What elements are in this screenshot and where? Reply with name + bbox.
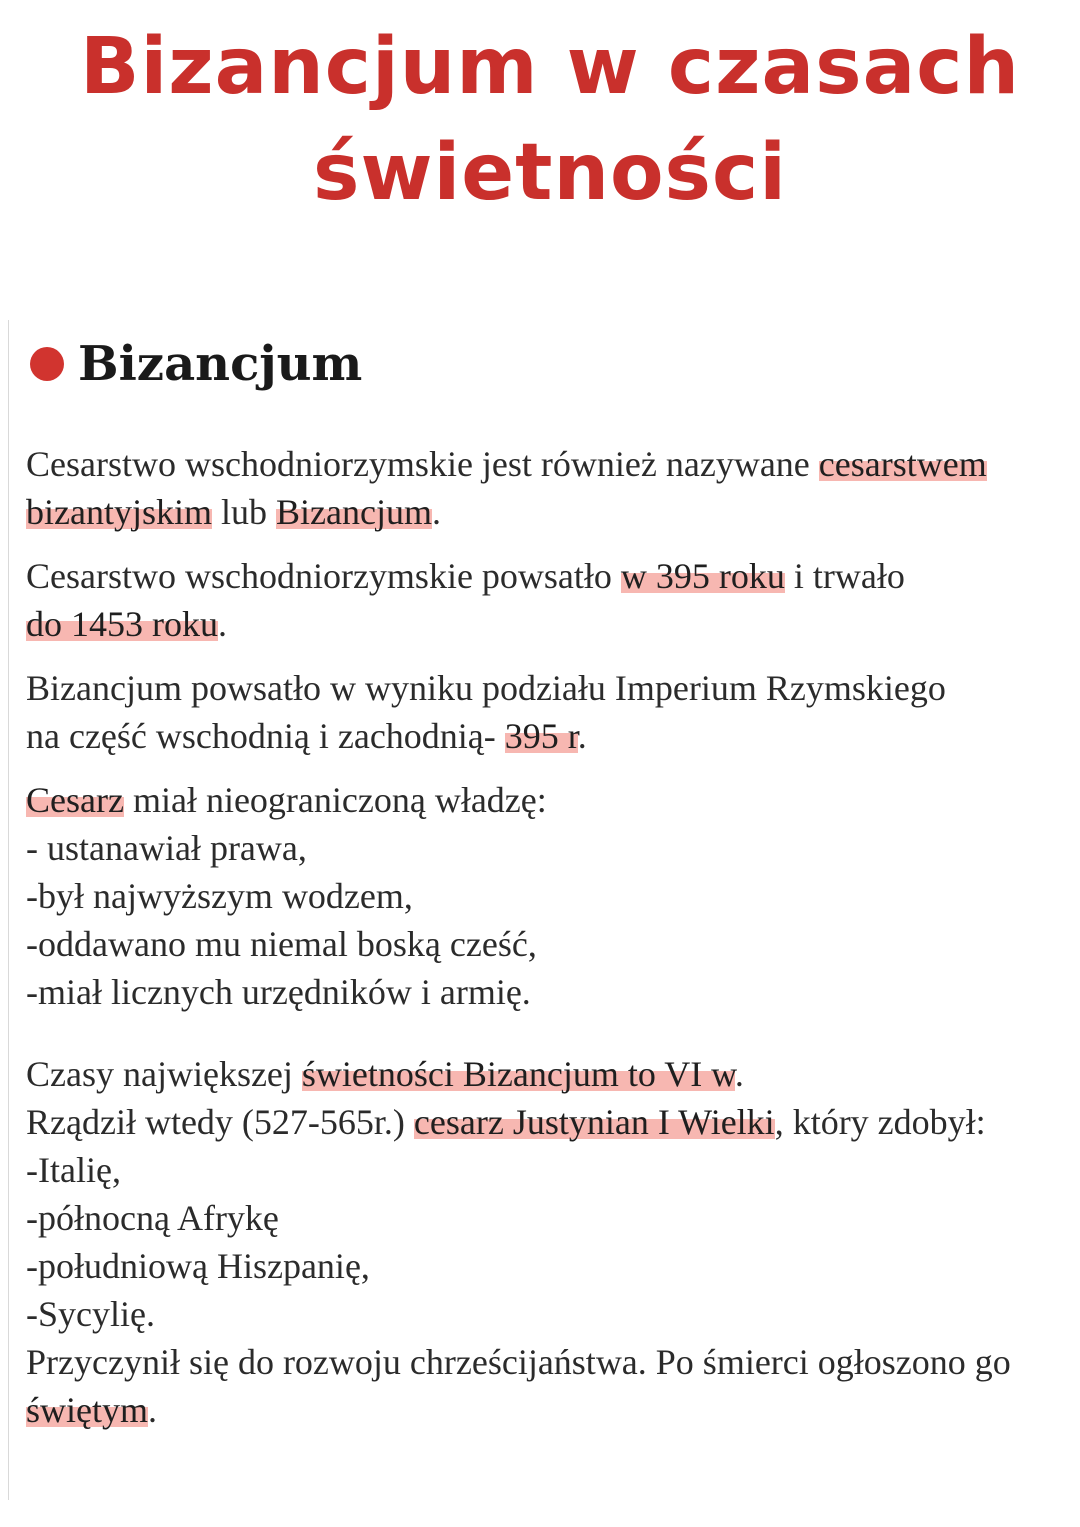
text-span: lub [211, 492, 276, 532]
text-span: , który zdobył: [774, 1102, 986, 1142]
title-line-1: Bizancjum w czasach [80, 22, 1020, 112]
list-item: -Italię, [26, 1150, 121, 1190]
paragraph-emperor-power [26, 776, 1056, 1016]
list-item: -południową Hiszpanię, [26, 1246, 370, 1286]
text-line [26, 488, 1056, 536]
page-title [0, 14, 1080, 226]
text-line [26, 1386, 1056, 1434]
section-heading [30, 336, 362, 392]
paragraph-justinian [26, 1050, 1056, 1434]
page-edge-divider [8, 320, 9, 1500]
text-span: Czasy największej [26, 1054, 302, 1094]
list-item: -miał licznych urzędników i armię. [26, 972, 531, 1012]
text-span: . [148, 1390, 157, 1430]
paragraph-names [26, 440, 1056, 536]
bullet-dot-icon [30, 347, 64, 381]
list-item: -Sycylię. [26, 1294, 155, 1334]
section-heading-text: Bizancjum [78, 336, 363, 392]
text-line: Przyczynił się do rozwoju chrześcijaństwa. Po śmierci ogłoszono go [26, 1342, 1011, 1382]
text-line: Bizancjum powsatło w wyniku podziału Imperium Rzymskiego [26, 668, 946, 708]
text-span: i trwało [784, 556, 905, 596]
list-item: - ustanawiał prawa, [26, 828, 307, 868]
highlight: Bizancjum [276, 492, 432, 532]
highlight: świetności Bizancjum to VI w [301, 1054, 735, 1094]
title-line-2: świetności [313, 128, 787, 218]
text-line [26, 712, 1056, 760]
text-line [26, 1098, 1056, 1146]
text-span: . [218, 604, 227, 644]
paragraph-dates [26, 552, 1056, 648]
highlight: cesarstwem [818, 444, 987, 484]
highlight: świętym [26, 1390, 148, 1430]
text-line [26, 600, 1056, 648]
text-line [26, 1050, 1056, 1098]
text-line [26, 552, 1056, 600]
highlight: bizantyjskim [26, 492, 212, 532]
paragraph-origin [26, 664, 1056, 760]
text-span: Rządził wtedy (527-565r.) [26, 1102, 414, 1142]
highlight: 395 r [504, 716, 578, 756]
text-span: Cesarstwo wschodniorzymskie powsatło [26, 556, 621, 596]
highlight: do 1453 roku [26, 604, 218, 644]
highlight: w 395 roku [620, 556, 785, 596]
list-item: -był najwyższym wodzem, [26, 876, 413, 916]
text-span: Cesarstwo wschodniorzymskie jest również nazywane [26, 444, 819, 484]
text-span: . [734, 1054, 744, 1094]
list-item: -oddawano mu niemal boską cześć, [26, 924, 537, 964]
highlight: Cesarz [26, 780, 124, 820]
text-span: . [577, 716, 587, 756]
list-item: -północną Afrykę [26, 1198, 279, 1238]
text-span: . [431, 492, 441, 532]
highlight: cesarz Justynian I Wielki [413, 1102, 775, 1142]
text-line [26, 776, 1056, 824]
note-body [26, 440, 1056, 1450]
text-span: na część wschodnią i zachodnią- [26, 716, 505, 756]
text-line [26, 440, 1056, 488]
text-span: miał nieograniczoną władzę: [123, 780, 547, 820]
